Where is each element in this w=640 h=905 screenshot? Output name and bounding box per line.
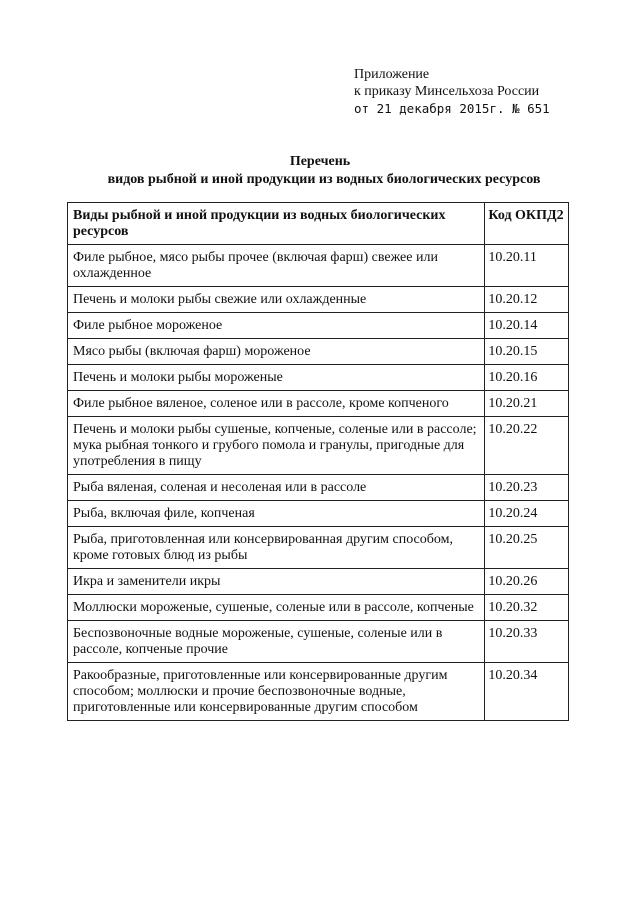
okpd2-code-cell: 10.20.23 (485, 475, 569, 501)
product-name-cell: Рыба, включая филе, копченая (68, 501, 485, 527)
okpd2-code-cell: 10.20.34 (485, 663, 569, 721)
table-row (68, 501, 569, 527)
okpd2-code-cell: 10.20.16 (485, 365, 569, 391)
okpd2-code-cell: 10.20.33 (485, 621, 569, 663)
okpd2-code-cell: 10.20.14 (485, 313, 569, 339)
product-name-cell: Икра и заменители икры (68, 569, 485, 595)
product-name-cell: Моллюски мороженые, сушеные, соленые или в рассоле, копченые (68, 595, 485, 621)
product-name-cell: Печень и молоки рыбы мороженые (68, 365, 485, 391)
document-title (0, 153, 640, 189)
okpd2-code-cell: 10.20.25 (485, 527, 569, 569)
product-name-cell: Филе рыбное, мясо рыбы прочее (включая фарш) свежее или охлажденное (68, 245, 485, 287)
okpd2-code-cell: 10.20.24 (485, 501, 569, 527)
okpd2-code-cell: 10.20.32 (485, 595, 569, 621)
okpd2-code-cell: 10.20.26 (485, 569, 569, 595)
product-name-cell: Рыба вяленая, соленая и несоленая или в рассоле (68, 475, 485, 501)
order-date-number: от 21 декабря 2015г. № 651 (354, 101, 550, 116)
product-name-cell: Мясо рыбы (включая фарш) мороженое (68, 339, 485, 365)
table-row (68, 417, 569, 475)
column-header-name: Виды рыбной и иной продукции из водных биологических ресурсов (68, 203, 485, 245)
table-row (68, 527, 569, 569)
table-row (68, 287, 569, 313)
table-row (68, 339, 569, 365)
table-row (68, 595, 569, 621)
table-row (68, 621, 569, 663)
product-name-cell: Филе рыбное мороженое (68, 313, 485, 339)
okpd2-code-cell: 10.20.15 (485, 339, 569, 365)
okpd2-code-cell: 10.20.22 (485, 417, 569, 475)
title-subheading: видов рыбной и иной продукции из водных биологических ресурсов (107, 172, 541, 187)
table-row (68, 365, 569, 391)
okpd2-code-cell: 10.20.11 (485, 245, 569, 287)
column-header-code: Код ОКПД2 (485, 203, 569, 245)
product-name-cell: Беспозвоночные водные мороженые, сушеные, соленые или в рассоле, копченые прочие (68, 621, 485, 663)
table-row (68, 569, 569, 595)
table-row (68, 475, 569, 501)
okpd2-code-cell: 10.20.21 (485, 391, 569, 417)
product-name-cell: Рыба, приготовленная или консервированная другим способом, кроме готовых блюд из рыбы (68, 527, 485, 569)
table-row (68, 391, 569, 417)
okpd2-code-cell: 10.20.12 (485, 287, 569, 313)
products-table (67, 202, 569, 721)
table-header-row (68, 203, 569, 245)
table-row (68, 313, 569, 339)
order-reference: к приказу Минсельхоза России (354, 84, 540, 99)
appendix-header (354, 66, 550, 117)
product-name-cell: Ракообразные, приготовленные или консервированные другим способом; моллюски и прочие беспозвоночные водные, приготовленные или консервированные другим способом (68, 663, 485, 721)
product-name-cell: Печень и молоки рыбы свежие или охлажденные (68, 287, 485, 313)
table-row (68, 663, 569, 721)
product-name-cell: Печень и молоки рыбы сушеные, копченые, соленые или в рассоле; мука рыбная тонкого и грубого помола и гранулы, пригодные для употребления в пищу (68, 417, 485, 475)
title-heading: Перечень (289, 154, 351, 169)
table-row (68, 245, 569, 287)
appendix-label: Приложение (354, 67, 430, 82)
table-body (68, 245, 569, 721)
product-name-cell: Филе рыбное вяленое, соленое или в рассоле, кроме копченого (68, 391, 485, 417)
